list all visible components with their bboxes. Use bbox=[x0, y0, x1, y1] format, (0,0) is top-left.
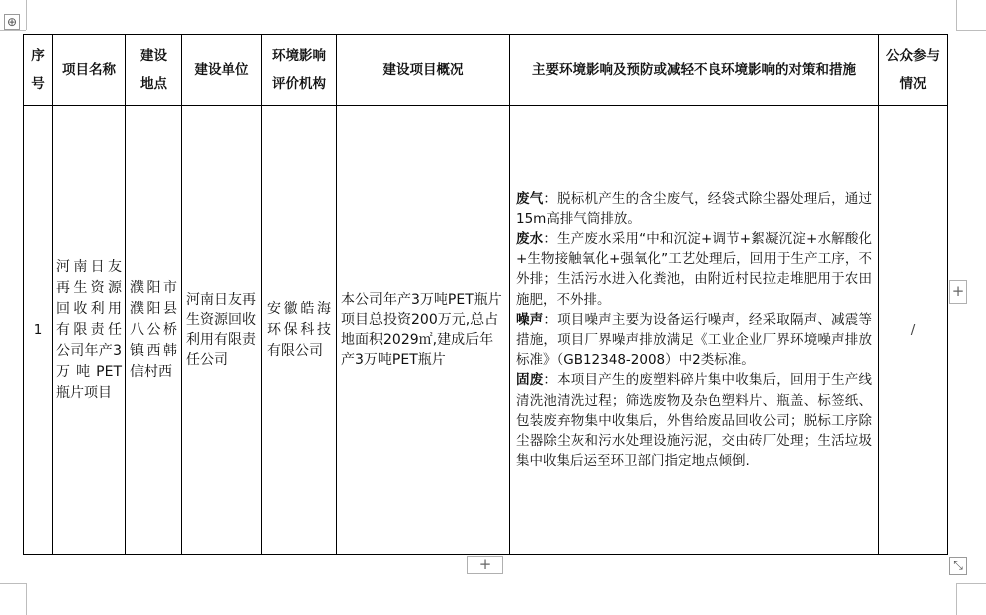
crop-mark-top-right bbox=[956, 30, 986, 31]
header-measures[interactable]: 主要环境影响及预防或减轻不良环境影响的对策和措施 bbox=[510, 35, 879, 106]
table-header-row bbox=[24, 35, 948, 106]
crop-mark-bottom-left bbox=[0, 583, 26, 584]
crop-mark-bottom-left bbox=[26, 583, 27, 615]
cell-overview[interactable]: 本公司年产3万吨PET瓶片项目总投资200万元,总占地面积2029㎡,建成后年产3万吨PET瓶片 bbox=[337, 106, 510, 555]
measure-gas bbox=[516, 189, 872, 229]
header-index[interactable]: 序号 bbox=[24, 35, 53, 106]
cell-public-participation[interactable]: / bbox=[879, 106, 948, 555]
cell-project-name[interactable]: 河南日友再生资源回收利用有限责任公司年产3万吨PET瓶片项目 bbox=[53, 106, 126, 555]
cell-eia-agency[interactable]: 安徽皓海环保科技有限公司 bbox=[262, 106, 337, 555]
measure-water-label: 废水 bbox=[516, 230, 544, 247]
header-builder[interactable]: 建设单位 bbox=[182, 35, 262, 106]
crop-mark-bottom-right bbox=[956, 583, 957, 615]
cell-index[interactable]: 1 bbox=[24, 106, 53, 555]
table-row bbox=[24, 106, 948, 555]
cell-location[interactable]: 濮阳市濮阳县八公桥镇西韩信村西 bbox=[126, 106, 182, 555]
header-eia-agency[interactable]: 环境影响评价机构 bbox=[262, 35, 337, 106]
measure-gas-text: ：脱标机产生的含尘废气，经袋式除尘器处理后，通过15m高排气筒排放。 bbox=[516, 190, 873, 227]
header-public-participation[interactable]: 公众参与情况 bbox=[879, 35, 948, 106]
crop-mark-bottom-right bbox=[956, 583, 986, 584]
cell-measures[interactable] bbox=[510, 106, 879, 555]
measure-water bbox=[516, 229, 872, 310]
measure-noise-label: 噪声 bbox=[516, 311, 544, 328]
measure-noise bbox=[516, 310, 872, 371]
add-column-icon[interactable]: + bbox=[949, 280, 967, 304]
measure-solid-text: ：本项目产生的废塑料碎片集中收集后，回用于生产线清洗池清洗过程；筛选废物及杂色塑料片、瓶盖、标签纸、包装废弃物集中收集后，外售给废品回收公司；脱标工序除尘器除尘灰和污水处理设施污泥，交由砖厂处理；生活垃圾集中收集后运至环卫部门指定地点倾倒. bbox=[516, 372, 873, 470]
header-project-name[interactable]: 项目名称 bbox=[53, 35, 126, 106]
measure-solid bbox=[516, 370, 872, 471]
cell-builder[interactable]: 河南日友再生资源回收利用有限责任公司 bbox=[182, 106, 262, 555]
crop-mark-top-left bbox=[26, 0, 27, 30]
crop-mark-top-right bbox=[956, 0, 957, 30]
document-table bbox=[23, 34, 948, 555]
table-move-handle-icon[interactable]: ⊕ bbox=[4, 14, 20, 30]
header-location[interactable]: 建设地点 bbox=[126, 35, 182, 106]
measure-water-text: ：生产废水采用“中和沉淀+调节+絮凝沉淀+水解酸化+生物接触氧化+强氧化”工艺处理后，回用于生产工序，不外排；生活污水进入化粪池，由附近村民拉走堆肥用于农田施肥，不外排。 bbox=[516, 230, 872, 308]
header-overview[interactable]: 建设项目概况 bbox=[337, 35, 510, 106]
crop-mark-top-left bbox=[0, 30, 26, 31]
measure-noise-text: ：项目噪声主要为设备运行噪声，经采取隔声、减震等措施，项目厂界噪声排放满足《工业企业厂界环境噪声排放标准》（GB12348-2008）中2类标准。 bbox=[516, 311, 873, 369]
measure-gas-label: 废气 bbox=[516, 190, 544, 207]
add-row-icon[interactable]: + bbox=[467, 556, 503, 574]
measure-solid-label: 固废 bbox=[516, 372, 544, 389]
table-resize-handle-icon[interactable]: ⤡ bbox=[949, 557, 967, 575]
